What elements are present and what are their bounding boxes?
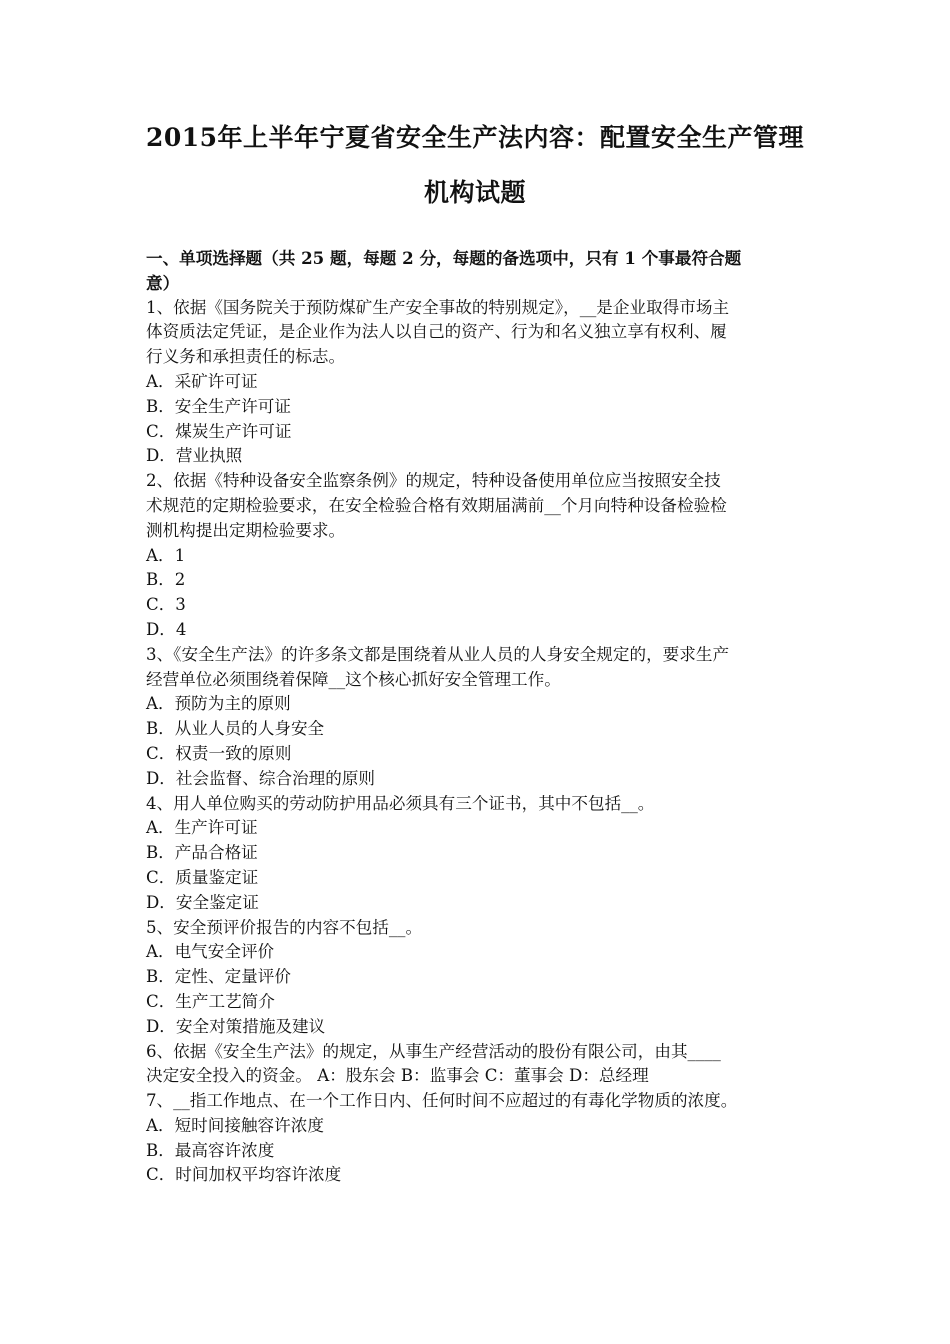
- question-stem: 术规范的定期检验要求，在安全检验合格有效期届满前__个月向特种设备检验检: [146, 495, 727, 515]
- option-c: C．时间加权平均容许浓度: [146, 1165, 342, 1185]
- question-stem: 行义务和承担责任的标志。: [146, 347, 346, 367]
- question-stem: 体资质法定凭证，是企业作为法人以自己的资产、行为和名义独立享有权利、履: [146, 322, 727, 342]
- option-a: A．预防为主的原则: [146, 694, 291, 714]
- document-title-line-2: 机构试题: [423, 178, 526, 207]
- question-stem: 5、安全预评价报告的内容不包括__。: [146, 917, 423, 937]
- option-b: B．最高容许浓度: [146, 1140, 275, 1160]
- question-stem: 测机构提出定期检验要求。: [146, 520, 346, 540]
- question-3: [146, 643, 810, 792]
- option-c: C．3: [146, 595, 186, 615]
- question-stem: 决定安全投入的资金。 A：股东会 B：监事会 C：董事会 D：总经理: [146, 1066, 649, 1086]
- document-title-line-1: 2015年上半年宁夏省安全生产法内容：配置安全生产管理: [145, 123, 805, 152]
- question-6: [146, 1040, 810, 1090]
- question-7: [146, 1089, 810, 1188]
- option-a: A．1: [146, 545, 186, 565]
- option-d: D．安全对策措施及建议: [146, 1016, 326, 1036]
- option-c: C．生产工艺简介: [146, 991, 275, 1011]
- question-4: [146, 792, 810, 916]
- section-header-cont: 意）: [146, 272, 180, 293]
- option-d: D．4: [146, 619, 187, 639]
- option-a: A．短时间接触容许浓度: [146, 1115, 324, 1135]
- option-a: A．生产许可证: [146, 818, 258, 838]
- question-stem: 3、《安全生产法》的许多条文都是围绕着从业人员的人身安全规定的，要求生产: [146, 644, 730, 664]
- question-stem: 4、用人单位购买的劳动防护用品必须具有三个证书，其中不包括__。: [146, 793, 655, 813]
- option-d: D．安全鉴定证: [146, 892, 259, 912]
- option-d: D．营业执照: [146, 446, 243, 466]
- question-2: [146, 469, 810, 643]
- option-b: B．产品合格证: [146, 843, 258, 863]
- option-a: A．采矿许可证: [146, 371, 258, 391]
- question-stem: 7、__指工作地点、在一个工作日内、任何时间不应超过的有毒化学物质的浓度。: [146, 1091, 738, 1111]
- option-b: B．从业人员的人身安全: [146, 719, 325, 739]
- option-c: C．权责一致的原则: [146, 743, 292, 763]
- question-stem: 2、依据《特种设备安全监察条例》的规定，特种设备使用单位应当按照安全技: [146, 471, 721, 491]
- section-header: 一、单项选择题（共 25 题，每题 2 分，每题的备选项中，只有 1 个事最符合题: [146, 248, 742, 268]
- document-body: [146, 246, 810, 1188]
- question-stem: 经营单位必须围绕着保障__这个核心抓好安全管理工作。: [146, 669, 561, 689]
- option-b: B．定性、定量评价: [146, 967, 291, 987]
- question-stem: 1、依据《国务院关于预防煤矿生产安全事故的特别规定》，__是企业取得市场主: [146, 297, 730, 317]
- question-stem: 6、依据《安全生产法》的规定，从事生产经营活动的股份有限公司，由其____: [146, 1041, 721, 1061]
- question-5: [146, 916, 810, 1040]
- option-a: A．电气安全评价: [146, 942, 275, 962]
- option-c: C．煤炭生产许可证: [146, 421, 292, 441]
- question-1: [146, 296, 810, 470]
- option-b: B．安全生产许可证: [146, 396, 291, 416]
- option-d: D．社会监督、综合治理的原则: [146, 768, 376, 788]
- option-c: C．质量鉴定证: [146, 867, 259, 887]
- option-b: B．2: [146, 570, 186, 590]
